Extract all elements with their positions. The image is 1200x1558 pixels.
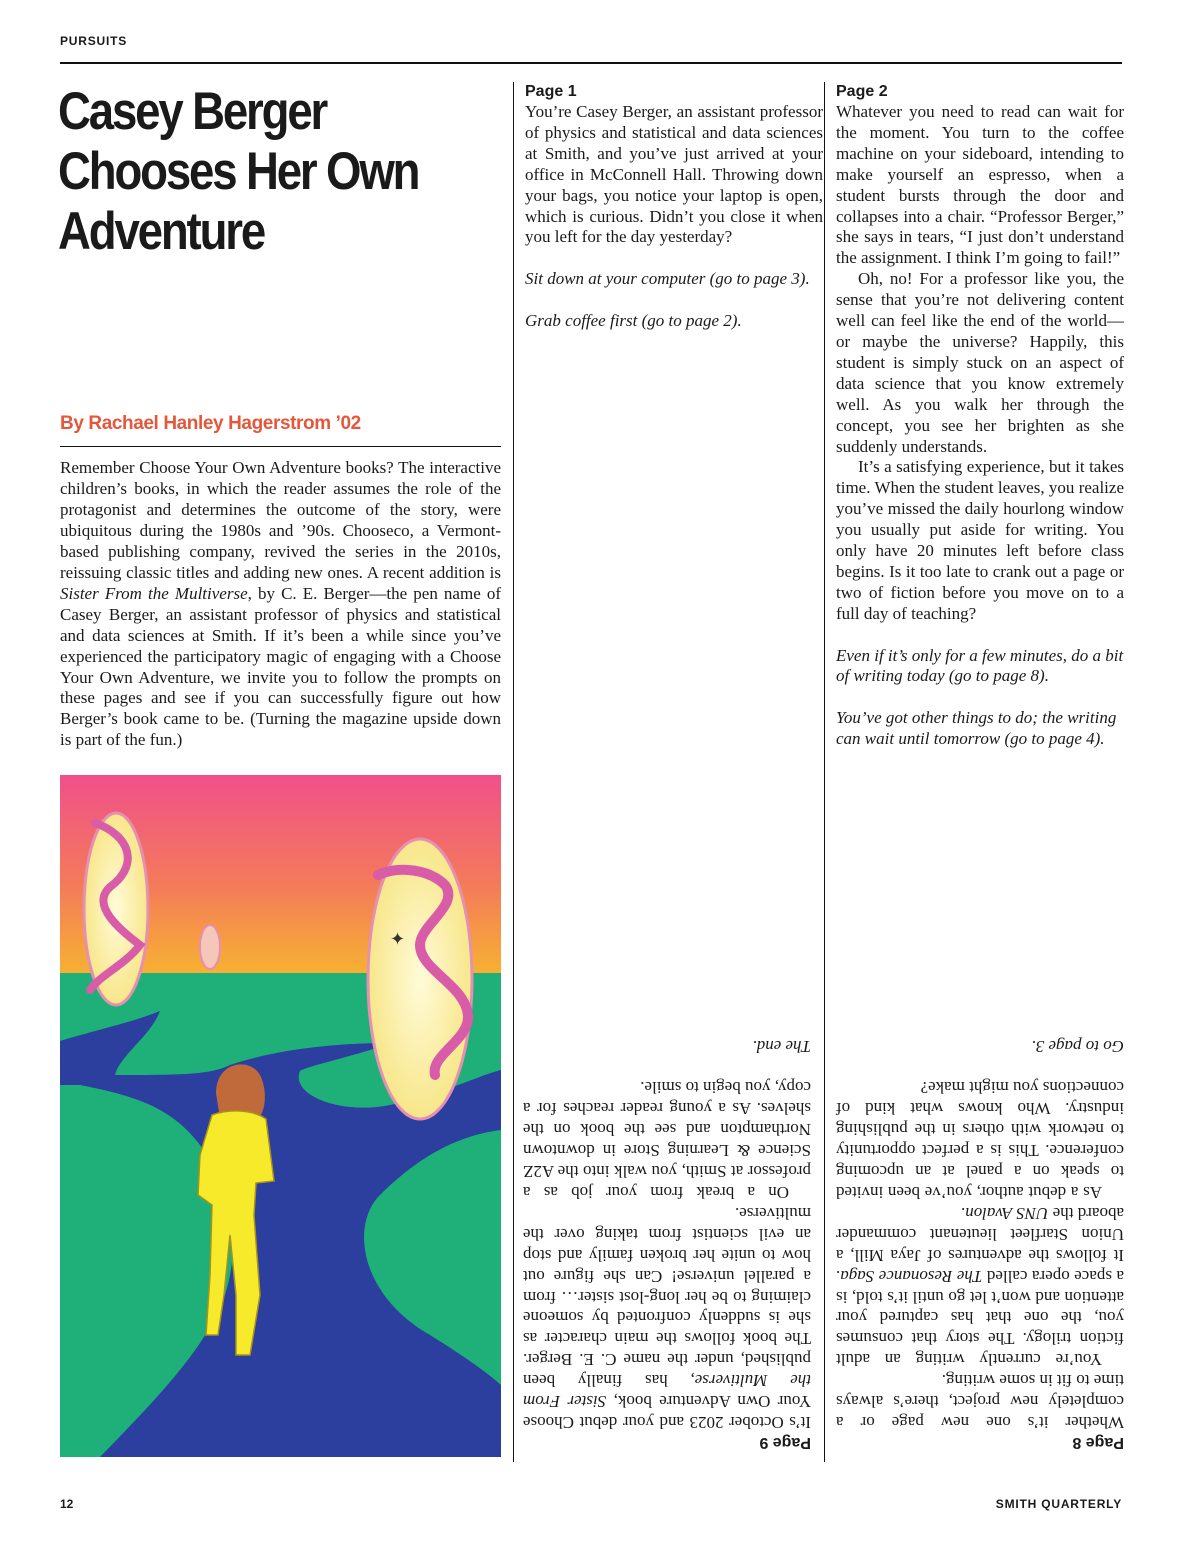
intro-text-2: , by C. E. Berger—the pen name of Casey Berger, an assistant professor of physics and statistical and data sciences at Smith. If it’s been a while since you’ve experienced the participatory magic of engaging with a Choose Your Own Adventure, we invite you to follow the prompts on these pages and see if you can successfully figure out how Berger’s book came to be. (Turning the magazine upside down is part of the fun.) [60,583,501,750]
page-8-heading: Page 8 [1072,1434,1124,1451]
intro-paragraph [60,458,501,751]
page-8-paragraph-3: As a debut author, you’ve been invited to speak on a panel at an upcoming conference. This is a perfect opportunity to network with others in the publishing industry. Who knows what kind of connections you might make? [836,1078,1124,1203]
portal-left [84,813,148,1005]
page-2-heading: Page 2 [836,83,888,100]
page-8-text-3: . [960,1203,966,1223]
page-9-end: The end. [752,1036,811,1056]
page-8-saga-title: The Resonance Saga [840,1266,983,1286]
sparkle-icon: ✦ [390,929,406,950]
page-2-paragraph-2: Oh, no! For a professor like you, the sense that you’re not delivering content well can feel like the end of the world—or maybe the universe? Happily, this student is simply stuck on an aspect of data science that you know extremely well. As you walk her through the concept, you see her brighten as she suddenly understands. [836,269,1124,456]
page-9-section [522,1036,811,1452]
page-2-choice-2: You’ve got other things to do; the writing can wait until tomorrow (go to page 4). [836,708,1117,749]
page-8-text-2: . It follows the adventures of Jaya Mill, a Union Starfleet lieutenant commander aboard the [835,1203,1124,1286]
page-9-text-1: It’s October 2023 and your debut Choose Your Own Adventure book, [523,1392,811,1432]
header-rule [60,62,1122,64]
intro-text-1: Remember Choose Your Own Adventure books? The interactive children’s books, in which the reader assumes the role of the protagonist and determines the outcome of the story, were ubiquitous during the 1980s and ’90s. Chooseco, a Vermont-based publishing company, revived the series in the 2010s, reissuing classic titles and adding new ones. A recent addition is [60,458,501,582]
column-rule-2 [824,82,825,1462]
column-rule-1 [513,82,514,1462]
page-number: 12 [60,1497,74,1511]
page-1-heading: Page 1 [525,83,577,100]
page-2-section [836,82,1124,750]
page-2-paragraph-3: It’s a satisfying experience, but it takes time. When the student leaves, you realize you’ve missed the daily hourlong window you usually put aside for writing. You only have 20 minutes left before class begins. Is it too late to crank out a page or two of fiction before you move on to a full day of teaching? [836,457,1124,623]
page-8-text-1: You’re currently writing an adult fiction trilogy. The story that consumes you, the one that has captured your attention and won’t let go until it’s told, is a space opera called [836,1266,1124,1370]
portal-small [200,925,220,969]
page-9-paragraph-1 [523,1202,811,1432]
page-8-end: Go to page 3. [1031,1036,1124,1056]
byline: By Rachael Hanley Hagerstrom ’02 [60,413,361,434]
page-8-ship-name: UNS Avalon [965,1203,1049,1223]
page-9-heading: Page 9 [759,1434,811,1451]
page-1-body: You’re Casey Berger, an assistant professor of physics and statistical and data sciences at Smith, and you’ve just arrived at your office in McConnell Hall. Throwing down your bags, you notice your laptop is open, which is curious. Didn’t you close it when you left for the day yesterday? [525,102,823,247]
page-2-choice-1: Even if it’s only for a few minutes, do a bit of writing today (go to page 8). [836,645,1124,686]
page-1-section [525,82,823,332]
page-9-text-2: , has finally been published, under the name C. E. Berger. The book follows the main character as she is suddenly confronted by someone claiming to be her long-lost sister… from a parallel universe! Can she figure out how to unite her broken family and stop an evil scientist from taking over the multiverse. [523,1203,811,1391]
page-1-choice-1: Sit down at your computer (go to page 3). [525,269,810,289]
byline-rule [60,446,501,447]
magazine-name: SMITH QUARTERLY [995,1497,1122,1511]
page-1-choice-2: Grab coffee first (go to page 2). [525,311,742,331]
page-2-paragraph-1: Whatever you need to read can wait for the moment. You turn to the coffee machine on your sideboard, intending to make yourself an espresso, when a student bursts through the door and collapses into a chair. “Professor Berger,” she says in tears, “I just don’t understand the assignment. I think I’m going to fail!” [836,102,1124,268]
page-8-section [835,1036,1124,1452]
portal-right [368,839,472,1119]
page-9-paragraph-2: On a break from your job as a professor at Smith, you walk into the A2Z Science & Learning Store in downtown Northampton and see the book on the shelves. As a young reader reaches for a copy, you begin to smile. [523,1078,811,1203]
section-label: PURSUITS [60,34,128,48]
page-8-paragraph-2 [836,1202,1124,1369]
page-8-paragraph-1: Whether it’s one new page or a completely new project, there’s always time to fit in some writing. [836,1371,1124,1432]
page-9-book-title: Sister From the Multiverse [522,1371,811,1412]
book-title: Sister From the Multiverse [60,583,248,603]
illustration [60,775,501,1457]
article-title: Casey Berger Chooses Her Own Adventure [58,82,419,261]
